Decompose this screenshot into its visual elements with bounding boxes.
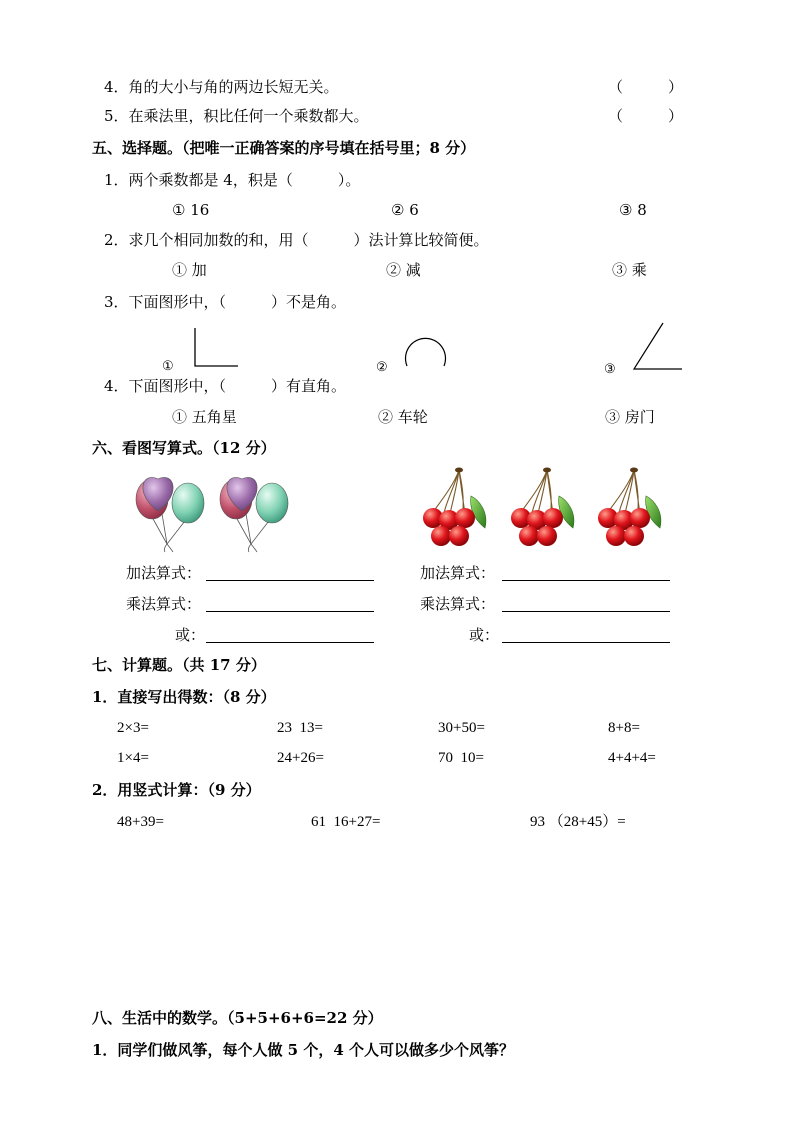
tf-item-5: 5．在乘法里，积比任何一个乘数都大。: [104, 107, 369, 125]
section-5-title: 五、选择题。（把唯一正确答案的序号填在括号里；8 分）: [92, 139, 476, 157]
right-or-label: 或：: [469, 626, 500, 644]
q5-1-option-2[interactable]: ② 6: [391, 201, 419, 219]
right-or-answer-line[interactable]: [502, 642, 670, 643]
right-addition-label: 加法算式：: [420, 564, 496, 582]
left-multiplication-answer-line[interactable]: [206, 611, 374, 612]
vertical-calc-3[interactable]: 93 （28+45）=: [530, 814, 626, 830]
cherries-picture: [415, 466, 675, 552]
q5-3-marker-2[interactable]: ②: [376, 360, 388, 375]
q5-4-option-2[interactable]: ② 车轮: [378, 408, 428, 426]
right-angle-figure: [190, 326, 240, 368]
q5-4-text: 4．下面图形中，（ ）有直角。: [104, 377, 347, 395]
tf-item-4: 4．角的大小与角的两边长短无关。: [104, 78, 339, 96]
q5-3-marker-3[interactable]: ③: [604, 362, 616, 377]
left-addition-answer-line[interactable]: [206, 580, 374, 581]
q5-4-option-3[interactable]: ③ 房门: [605, 408, 655, 426]
calc-2-1[interactable]: 1×4=: [117, 750, 149, 766]
section-7-part-1-title: 1．直接写出得数：（8 分）: [92, 688, 276, 706]
calc-1-3[interactable]: 30+50=: [438, 720, 485, 736]
calc-1-2[interactable]: 23 13=: [277, 720, 323, 736]
vertical-calc-2[interactable]: 61 16+27=: [311, 814, 381, 830]
q5-3-marker-1[interactable]: ①: [162, 359, 174, 374]
acute-angle-figure: [630, 320, 686, 372]
left-addition-label: 加法算式：: [126, 564, 202, 582]
calc-1-4[interactable]: 8+8=: [608, 720, 640, 736]
calc-2-4[interactable]: 4+4+4=: [608, 750, 656, 766]
right-multiplication-label: 乘法算式：: [420, 595, 496, 613]
tf-answer-paren-4[interactable]: （ ）: [608, 78, 684, 96]
right-addition-answer-line[interactable]: [502, 580, 670, 581]
q5-1-option-1[interactable]: ① 16: [172, 201, 210, 219]
q5-1-text: 1．两个乘数都是 4，积是（ ）。: [104, 171, 361, 189]
section-8-question-1: 1．同学们做风筝，每个人做 5 个，4 个人可以做多少个风筝？: [92, 1041, 514, 1059]
cherry-bunch-3: [598, 468, 661, 547]
q5-2-option-2[interactable]: ② 减: [386, 261, 421, 279]
section-8-title: 八、生活中的数学。（5+5+6+6=22 分）: [92, 1009, 383, 1027]
q5-2-option-1[interactable]: ① 加: [172, 261, 207, 279]
q5-2-option-3[interactable]: ③ 乘: [612, 261, 647, 279]
balloons-picture: [125, 465, 295, 553]
balloon-bunch-2: [220, 477, 288, 552]
cherry-bunch-2: [511, 468, 574, 547]
section-6-title: 六、看图写算式。（12 分）: [92, 439, 276, 457]
calc-2-2[interactable]: 24+26=: [277, 750, 324, 766]
left-multiplication-label: 乘法算式：: [126, 595, 202, 613]
tf-answer-paren-5[interactable]: （ ）: [608, 107, 684, 125]
right-multiplication-answer-line[interactable]: [502, 611, 670, 612]
q5-2-text: 2．求几个相同加数的和，用（ ）法计算比较简便。: [104, 231, 489, 249]
section-7-part-2-title: 2．用竖式计算：（9 分）: [92, 781, 261, 799]
q5-3-text: 3．下面图形中，（ ）不是角。: [104, 293, 347, 311]
left-or-answer-line[interactable]: [206, 642, 374, 643]
calc-2-3[interactable]: 70 10=: [438, 750, 484, 766]
left-or-label: 或：: [175, 626, 206, 644]
arc-figure: [400, 328, 452, 370]
vertical-calc-1[interactable]: 48+39=: [117, 814, 164, 830]
cherry-bunch-1: [423, 468, 486, 547]
balloon-bunch-1: [136, 477, 204, 552]
q5-1-option-3[interactable]: ③ 8: [619, 201, 647, 219]
calc-1-1[interactable]: 2×3=: [117, 720, 149, 736]
q5-4-option-1[interactable]: ① 五角星: [172, 408, 237, 426]
section-7-title: 七、计算题。（共 17 分）: [92, 656, 266, 674]
